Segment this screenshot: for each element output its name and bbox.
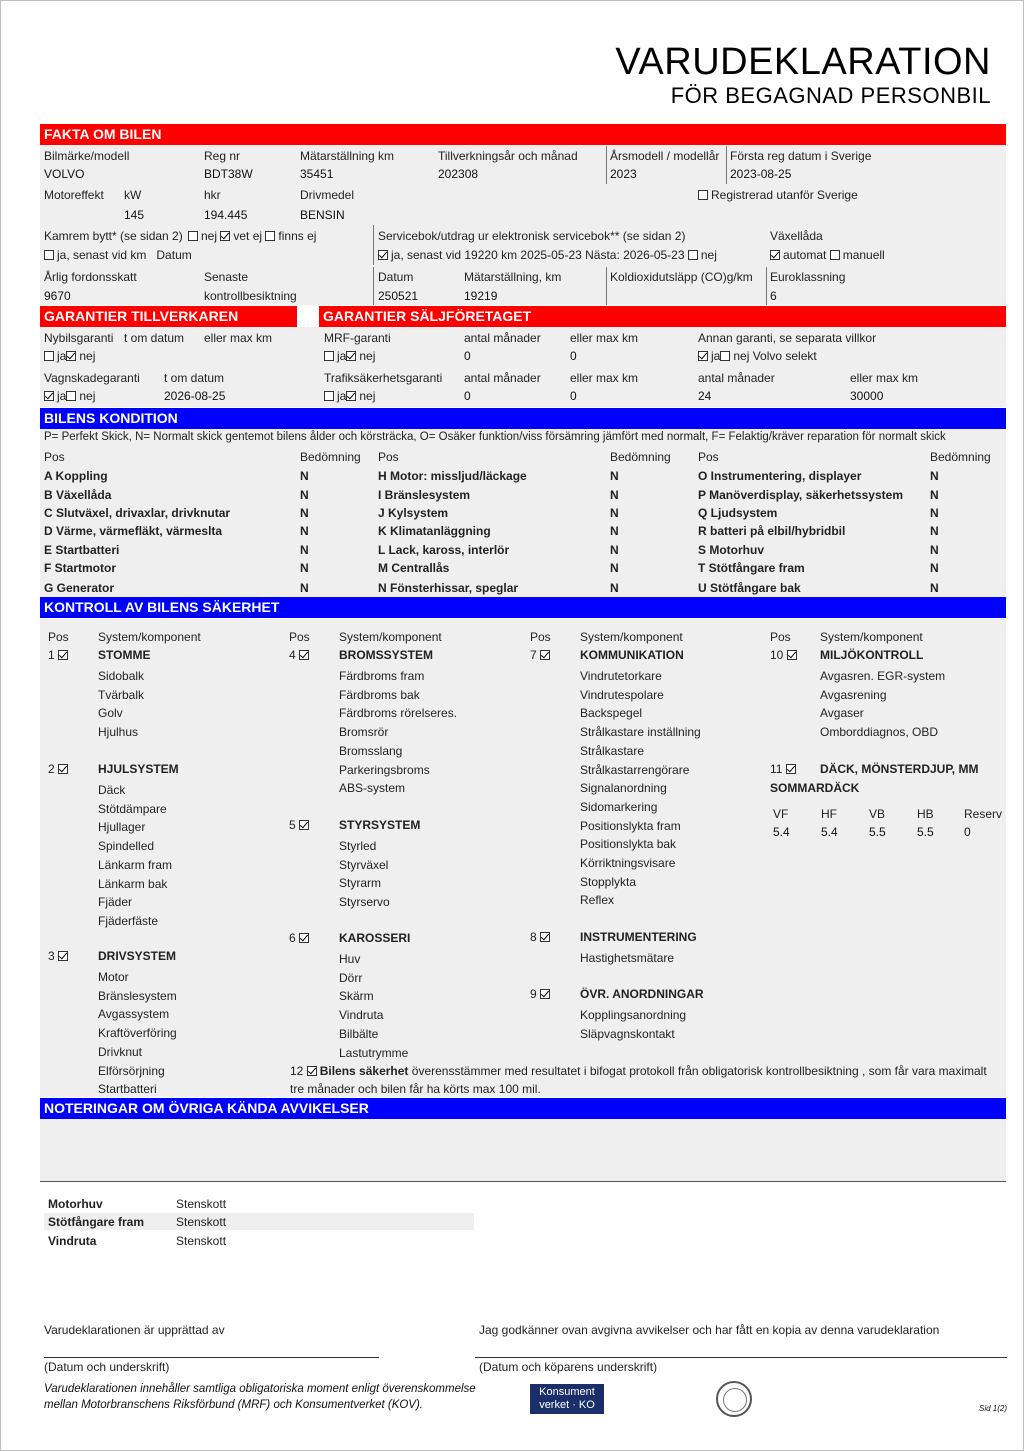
checkbox-icon[interactable] [44, 250, 54, 260]
item12-bold: Bilens säkerhet [319, 1064, 409, 1078]
checkbox-icon[interactable] [688, 250, 698, 260]
reg-outside-label: Registrerad utanför Sverige [711, 188, 858, 202]
condition-item-grade: N [930, 561, 939, 575]
tyre-depth-value: 5.4 [773, 825, 790, 839]
condition-item-grade: N [930, 581, 939, 595]
checkbox-icon[interactable] [188, 231, 198, 241]
safety-group-num: 4 [289, 648, 296, 662]
annan-km-label: eller max km [850, 371, 919, 385]
safety-group-title: INSTRUMENTERING [580, 930, 697, 944]
trafik-km-label: eller max km [570, 371, 639, 385]
item12-line1 [290, 1064, 987, 1078]
safety-component: Avgassystem [98, 1007, 170, 1022]
safety-component: Fjäderfäste [98, 913, 159, 928]
safety-component: Signalanordning [580, 781, 667, 796]
condition-item-name: Q Ljudsystem [698, 506, 778, 520]
safety-group-number [48, 648, 71, 662]
safety-component: Färdbroms bak [339, 687, 420, 702]
trafik-options: ja nej [324, 389, 375, 403]
safety-group-title: BROMSSYSTEM [339, 648, 434, 662]
safety-component: Sidomarkering [580, 799, 658, 814]
checked-checkbox-icon[interactable] [299, 933, 309, 943]
sakerhet-pos-label: Pos [48, 630, 69, 644]
note-text: Stenskott [176, 1197, 227, 1211]
safety-component: Positionslykta bak [580, 837, 677, 852]
safety-component: Hastighetsmätare [580, 951, 675, 965]
checked-checkbox-icon[interactable] [58, 764, 68, 774]
mrf-label: MRF-garanti [324, 331, 391, 345]
safety-group-number [289, 648, 312, 662]
condition-item-name: H Motor: missljud/läckage [378, 469, 527, 483]
checked-checkbox-icon[interactable] [346, 391, 356, 401]
besiktning-datum-label: Datum [378, 270, 414, 284]
condition-item-name: C Slutväxel, drivaxlar, drivknutar [44, 506, 231, 520]
safety-component: Reflex [580, 893, 615, 908]
signature-line-buyer[interactable] [475, 1357, 1007, 1358]
condition-item-grade: N [300, 581, 309, 595]
note-part: Stötfångare fram [48, 1215, 145, 1229]
safety-group-title: KOMMUNIKATION [580, 648, 684, 662]
checked-checkbox-icon[interactable] [787, 650, 797, 660]
checkbox-icon[interactable] [66, 391, 76, 401]
checked-checkbox-icon[interactable] [540, 989, 550, 999]
safety-component: Länkarm fram [98, 857, 173, 872]
safety-component: Vindrutetorkare [580, 669, 662, 683]
safety-component: Huv [339, 952, 361, 966]
safety-component: Vindrutespolare [580, 687, 664, 702]
divider [606, 267, 607, 305]
safety-group-number [770, 648, 800, 662]
condition-item-name: I Bränslesystem [378, 488, 471, 502]
safety-component: Strålkastarrengörare [580, 762, 690, 777]
condition-item-grade: N [300, 506, 309, 520]
safety-group-title: MILJÖKONTROLL [820, 648, 924, 662]
safety-group-title: DÄCK, MÖNSTERDJUP, MM [820, 762, 979, 776]
safety-component: Positionslykta fram [580, 818, 681, 833]
safety-component: Bromsslang [339, 743, 403, 758]
condition-item-grade: N [930, 543, 939, 557]
safety-component: Färdbroms fram [339, 669, 425, 683]
checkbox-icon[interactable] [265, 231, 275, 241]
checkbox-icon[interactable] [720, 351, 730, 361]
checked-checkbox-icon[interactable] [540, 932, 550, 942]
hkr-label: hkr [204, 188, 221, 202]
safety-component: Styrservo [339, 895, 390, 910]
condition-item-name: A Koppling [44, 469, 108, 483]
trafik-months-value: 0 [464, 389, 471, 403]
vagnskada-options: ja nej [44, 389, 95, 403]
mrf-km-value: 0 [570, 349, 577, 363]
euro-label: Euroklassning [770, 270, 846, 284]
co2-label: Koldioxidutsläpp (CO)g/km [610, 270, 753, 284]
disclaimer-line2: mellan Motorbranschens Riksförbund (MRF) och Konsumentverket (KOV). [44, 1399, 424, 1411]
kondition-bedomning-label: Bedömning [300, 450, 361, 464]
condition-item-grade: N [300, 469, 309, 483]
item12-number: 12 [290, 1064, 304, 1078]
mrf-km-label: eller max km [570, 331, 639, 345]
safety-component: Körriktningsvisare [580, 856, 676, 870]
condition-item-name: G Generator [44, 581, 115, 595]
sakerhet-pos-label: Pos [770, 630, 791, 644]
sakerhet-system-label: System/komponent [98, 630, 201, 644]
safety-group-number [530, 987, 553, 1001]
safety-component: Skärm [339, 989, 374, 1004]
safety-component: Golv [98, 706, 123, 721]
reg-outside-checkbox[interactable] [698, 188, 858, 202]
safety-component: Hjulhus [98, 725, 139, 740]
safety-component: Hjullager [98, 820, 146, 835]
mrf-options: ja nej [324, 349, 375, 363]
kamrem-label: Kamrem bytt* (se sidan 2) [44, 229, 183, 243]
safety-group-num: 10 [770, 648, 784, 662]
vagnskada-datum-label: t om datum [164, 371, 225, 385]
brand-value: VOLVO [44, 167, 85, 181]
safety-component: Färdbroms rörelseres. [339, 706, 458, 721]
kondition-bedomning-label: Bedömning [930, 450, 991, 464]
nybil-label: Nybilsgaranti [44, 331, 114, 345]
safety-group-num: 9 [530, 987, 537, 1001]
condition-item-name: U Stötfångare bak [698, 581, 801, 595]
checked-checkbox-icon[interactable] [299, 650, 309, 660]
safety-group-number [48, 762, 71, 776]
safety-component: Styrarm [339, 876, 381, 891]
safety-component: Spindelled [98, 839, 155, 854]
sign1-label: (Datum och underskrift) [44, 1360, 170, 1374]
sakerhet-system-label: System/komponent [580, 630, 683, 644]
regnr-label: Reg nr [204, 149, 241, 163]
note-text: Stenskott [176, 1234, 227, 1248]
tyre-header: HB [917, 807, 934, 821]
note-part: Motorhuv [48, 1197, 103, 1211]
condition-item-name: J Kylsystem [378, 506, 449, 520]
document-title: VARUDEKLARATION [615, 41, 991, 83]
checked-checkbox-icon[interactable] [770, 250, 780, 260]
besiktning-km-value: 19219 [464, 289, 498, 303]
safety-component: Bilbälte [339, 1026, 379, 1041]
condition-item-grade: N [300, 488, 309, 502]
brand-label: Bilmärke/modell [44, 149, 130, 163]
condition-item-grade: N [300, 543, 309, 557]
safety-component: Sidobalk [98, 669, 145, 683]
safety-component: Bränslesystem [98, 988, 177, 1003]
service-label: Servicebok/utdrag ur elektronisk servicebok** (se sidan 2) [378, 229, 686, 243]
condition-item-grade: N [930, 469, 939, 483]
nybil-datum-label: t om datum [124, 331, 185, 345]
besiktning-label: Senaste [204, 270, 249, 284]
document-subtitle: FÖR BEGAGNAD PERSONBIL [670, 83, 991, 108]
safety-component: Startbatteri [98, 1082, 157, 1097]
besiktning-km-label: Mätarställning, km [464, 270, 562, 284]
safety-component: Strålkastare [580, 743, 645, 758]
condition-item-grade: N [610, 488, 619, 502]
mrf-months-value: 0 [464, 349, 471, 363]
upprattad-label: Varudeklarationen är upprättad av [44, 1323, 225, 1337]
item12-line2: tre månader och bilen får ha körts max 100 mil. [290, 1082, 541, 1096]
odometer-value: 35451 [300, 167, 334, 181]
konsumentverket-logo: Konsument verket · KO [530, 1384, 604, 1414]
condition-item-name: T Stötfångare fram [698, 561, 805, 575]
condition-item-grade: N [300, 561, 309, 575]
safety-component: Tvärbalk [98, 687, 145, 702]
safety-group-num: 7 [530, 648, 537, 662]
safety-component: Stopplykta [580, 874, 637, 889]
checked-checkbox-icon[interactable] [44, 391, 54, 401]
condition-item-grade: N [930, 506, 939, 520]
vagnskada-label: Vagnskadegaranti [44, 371, 140, 385]
condition-item-name: N Fönsterhissar, speglar [378, 581, 519, 595]
annan-label: Annan garanti, se separata villkor [698, 331, 877, 345]
safety-group-number [770, 762, 799, 776]
checkbox-icon[interactable] [324, 351, 334, 361]
safety-group-num: 5 [289, 818, 296, 832]
safety-group-title: KAROSSERI [339, 931, 411, 945]
fuel-value: BENSIN [300, 208, 345, 222]
checkbox-icon[interactable] [830, 250, 840, 260]
service-value: ja, senast vid 19220 km 2025-05-23 Nästa: 2026-05-23 nej [378, 248, 717, 262]
besiktning-datum-value: 250521 [378, 289, 419, 303]
safety-group-title: HJULSYSTEM [98, 762, 179, 776]
fuel-label: Drivmedel [300, 188, 355, 202]
condition-item-name: D Värme, värmefläkt, värmeslta [44, 524, 223, 538]
sakerhet-pos-label: Pos [530, 630, 551, 644]
safety-group-num: 6 [289, 931, 296, 945]
sakerhet-pos-label: Pos [289, 630, 310, 644]
page-number: Sid 1(2) [979, 1404, 1008, 1413]
safety-group-title: STOMME [98, 648, 151, 662]
tyre-header: Reserv [964, 807, 1003, 821]
euro-value: 6 [770, 289, 777, 303]
annan-months-label: antal månader [698, 371, 775, 385]
condition-item-name: S Motorhuv [698, 543, 764, 557]
note-part: Vindruta [48, 1234, 97, 1248]
nybil-km-label: eller max km [204, 331, 273, 345]
safety-component: Omborddiagnos, OBD [820, 725, 939, 740]
safety-component: Drivknut [98, 1044, 143, 1059]
checkbox-icon[interactable] [324, 391, 334, 401]
mrf-months-label: antal månader [464, 331, 541, 345]
safety-component: Fjäder [98, 895, 133, 910]
besiktning-label-2: kontrollbesiktning [204, 289, 297, 303]
safety-component: Vindruta [339, 1008, 384, 1023]
sommardack-label: SOMMARDÄCK [770, 781, 860, 795]
divider [606, 146, 607, 184]
godkanner-label: Jag godkänner ovan avgivna avvikelser och har fått en kopia av denna varudeklaration [479, 1323, 940, 1337]
safety-group-number [289, 931, 312, 945]
trafik-km-value: 0 [570, 389, 577, 403]
safety-group-num: 11 [770, 762, 783, 776]
firstreg-label: Första reg datum i Sverige [730, 149, 872, 163]
sign2-label: (Datum och köparens underskrift) [479, 1360, 658, 1374]
tyre-depth-value: 5.4 [821, 825, 838, 839]
kw-label: kW [124, 188, 142, 202]
manufacture-label: Tillverkningsår och månad [438, 149, 578, 163]
sakerhet-system-label: System/komponent [820, 630, 923, 644]
safety-group-number [530, 648, 553, 662]
condition-item-name: E Startbatteri [44, 543, 120, 557]
garanti-saljforetaget-heading: GARANTIER SÄLJFÖRETAGET [319, 306, 1006, 327]
divider [726, 146, 727, 184]
checked-checkbox-icon[interactable] [307, 1066, 317, 1076]
checked-checkbox-icon[interactable] [58, 650, 68, 660]
condition-item-grade: N [610, 543, 619, 557]
sakerhet-system-label: System/komponent [339, 630, 442, 644]
tyre-depth-value: 5.5 [917, 825, 934, 839]
vaxellada-label: Växellåda [770, 229, 823, 243]
manufacture-value: 202308 [438, 167, 479, 181]
condition-item-grade: N [300, 524, 309, 538]
condition-item-name: L Lack, kaross, interlör [378, 543, 510, 557]
kondition-pos-label: Pos [378, 450, 399, 464]
safety-group-title: STYRSYSTEM [339, 818, 421, 832]
kondition-legend: P= Perfekt Skick, N= Normalt skick gentemot bilens ålder och körsträcka, O= Osäker funktion/viss försämring jämfört med normalt, F= Felaktig/kräver reparation för normalt skick [44, 431, 946, 443]
signature-line-seller[interactable] [44, 1357, 379, 1358]
tyre-header: HF [821, 807, 837, 821]
tyre-header: VF [773, 807, 789, 821]
garanti-tillverkaren-heading: GARANTIER TILLVERKAREN [40, 306, 297, 327]
checked-checkbox-icon[interactable] [220, 231, 230, 241]
safety-component: Bromsrör [339, 725, 389, 740]
safety-component: Parkeringsbroms [339, 762, 430, 777]
safety-component: Styrväxel [339, 857, 389, 872]
safety-component: Elförsörjning [98, 1063, 165, 1078]
safety-group-title: DRIVSYSTEM [98, 949, 177, 963]
skatt-label: Årlig fordonsskatt [44, 270, 137, 284]
vaxellada-options: automat manuell [770, 248, 885, 262]
safety-group-number [289, 818, 312, 832]
annan-km-value: 30000 [850, 389, 884, 403]
divider [373, 225, 374, 265]
mrf-seal-icon [716, 1381, 752, 1417]
trafik-months-label: antal månader [464, 371, 541, 385]
modelyear-value: 2023 [610, 167, 637, 181]
safety-group-num: 8 [530, 930, 537, 944]
noteringar-background [40, 1119, 1006, 1181]
hkr-value: 194.445 [204, 208, 248, 222]
safety-component: Stötdämpare [98, 801, 167, 816]
checked-checkbox-icon[interactable] [66, 351, 76, 361]
sakerhet-heading: KONTROLL AV BILENS SÄKERHET [40, 597, 1006, 618]
safety-component: Strålkastare inställning [580, 725, 701, 740]
safety-component: Backspegel [580, 706, 643, 721]
regnr-value: BDT38W [204, 167, 253, 181]
condition-item-grade: N [930, 524, 939, 538]
safety-component: Dörr [339, 970, 363, 985]
safety-component: Styrled [339, 839, 377, 853]
condition-item-grade: N [930, 488, 939, 502]
safety-component: Kraftöverföring [98, 1026, 177, 1041]
safety-component: Avgasren. EGR-system [820, 669, 946, 683]
divider [766, 267, 767, 305]
condition-item-grade: N [610, 581, 619, 595]
condition-item-name: P Manöverdisplay, säkerhetssystem [698, 488, 903, 502]
condition-item-grade: N [610, 561, 619, 575]
firstreg-value: 2023-08-25 [730, 167, 792, 181]
tyre-depth-value: 5.5 [869, 825, 886, 839]
kw-value: 145 [124, 208, 145, 222]
safety-component: Kopplingsanordning [580, 1008, 687, 1022]
odometer-label: Mätarställning km [300, 149, 395, 163]
note-text: Stenskott [176, 1215, 227, 1229]
condition-item-grade: N [610, 506, 619, 520]
fakta-heading: FAKTA OM BILEN [40, 124, 1006, 145]
tyre-depth-value: 0 [964, 825, 971, 839]
tyre-header: VB [869, 807, 886, 821]
divider [373, 267, 374, 305]
kamrem-options: nej vet ej finns ej [188, 229, 316, 243]
condition-item-name: M Centrallås [378, 561, 450, 575]
checked-checkbox-icon[interactable] [58, 951, 68, 961]
item12-text: överensstämmer med resultatet i bifogat protokoll från obligatorisk kontrollbesiktning , som får vara maximalt [411, 1064, 987, 1078]
safety-component: Avgasrening [820, 687, 887, 702]
checkbox-icon [698, 190, 708, 200]
condition-item-name: O Instrumentering, displayer [698, 469, 862, 483]
motor-label: Motoreffekt [44, 188, 104, 202]
safety-group-num: 2 [48, 762, 55, 776]
safety-group-num: 1 [48, 648, 55, 662]
safety-component: Släpvagnskontakt [580, 1026, 675, 1041]
noteringar-heading: NOTERINGAR OM ÖVRIGA KÄNDA AVVIKELSER [40, 1098, 1006, 1119]
checked-checkbox-icon[interactable] [299, 820, 309, 830]
disclaimer-line1: Varudeklarationen innehåller samtliga obligatoriska moment enligt överenskommelse [44, 1383, 476, 1395]
notes-line [40, 1181, 1006, 1182]
kondition-pos-label: Pos [698, 450, 719, 464]
skatt-value: 9670 [44, 289, 71, 303]
kamrem-ja: ja, senast vid km Datum [44, 248, 192, 262]
safety-component: ABS-system [339, 781, 406, 796]
condition-item-grade: N [610, 524, 619, 538]
safety-component: Däck [98, 783, 126, 797]
kondition-pos-label: Pos [44, 450, 65, 464]
condition-item-name: R batteri på elbil/hybridbil [698, 524, 846, 538]
checkbox-icon[interactable] [44, 351, 54, 361]
nybil-options: ja nej [44, 349, 95, 363]
condition-item-name: B Växellåda [44, 488, 112, 502]
safety-component: Lastutrymme [339, 1045, 409, 1060]
safety-group-number [48, 949, 71, 963]
condition-item-name: K Klimatanläggning [378, 524, 491, 538]
safety-component: Länkarm bak [98, 876, 168, 891]
checked-checkbox-icon[interactable] [346, 351, 356, 361]
condition-item-name: F Startmotor [44, 561, 116, 575]
kondition-heading: BILENS KONDITION [40, 408, 1006, 429]
modelyear-label: Årsmodell / modellår [610, 149, 720, 163]
checked-checkbox-icon[interactable] [540, 650, 550, 660]
checked-checkbox-icon[interactable] [698, 351, 708, 361]
condition-item-grade: N [610, 469, 619, 483]
checked-checkbox-icon[interactable] [378, 250, 388, 260]
annan-options: ja nej Volvo selekt [698, 349, 817, 363]
safety-component: Motor [98, 970, 129, 984]
kondition-bedomning-label: Bedömning [610, 450, 671, 464]
safety-group-number [530, 930, 553, 944]
safety-group-title: ÖVR. ANORDNINGAR [580, 987, 704, 1001]
trafik-label: Trafiksäkerhetsgaranti [324, 371, 443, 385]
checked-checkbox-icon[interactable] [786, 764, 796, 774]
annan-months-value: 24 [698, 389, 712, 403]
vagnskada-datum-value: 2026-08-25 [164, 389, 226, 403]
safety-group-num: 3 [48, 949, 55, 963]
safety-component: Avgaser [820, 706, 864, 721]
